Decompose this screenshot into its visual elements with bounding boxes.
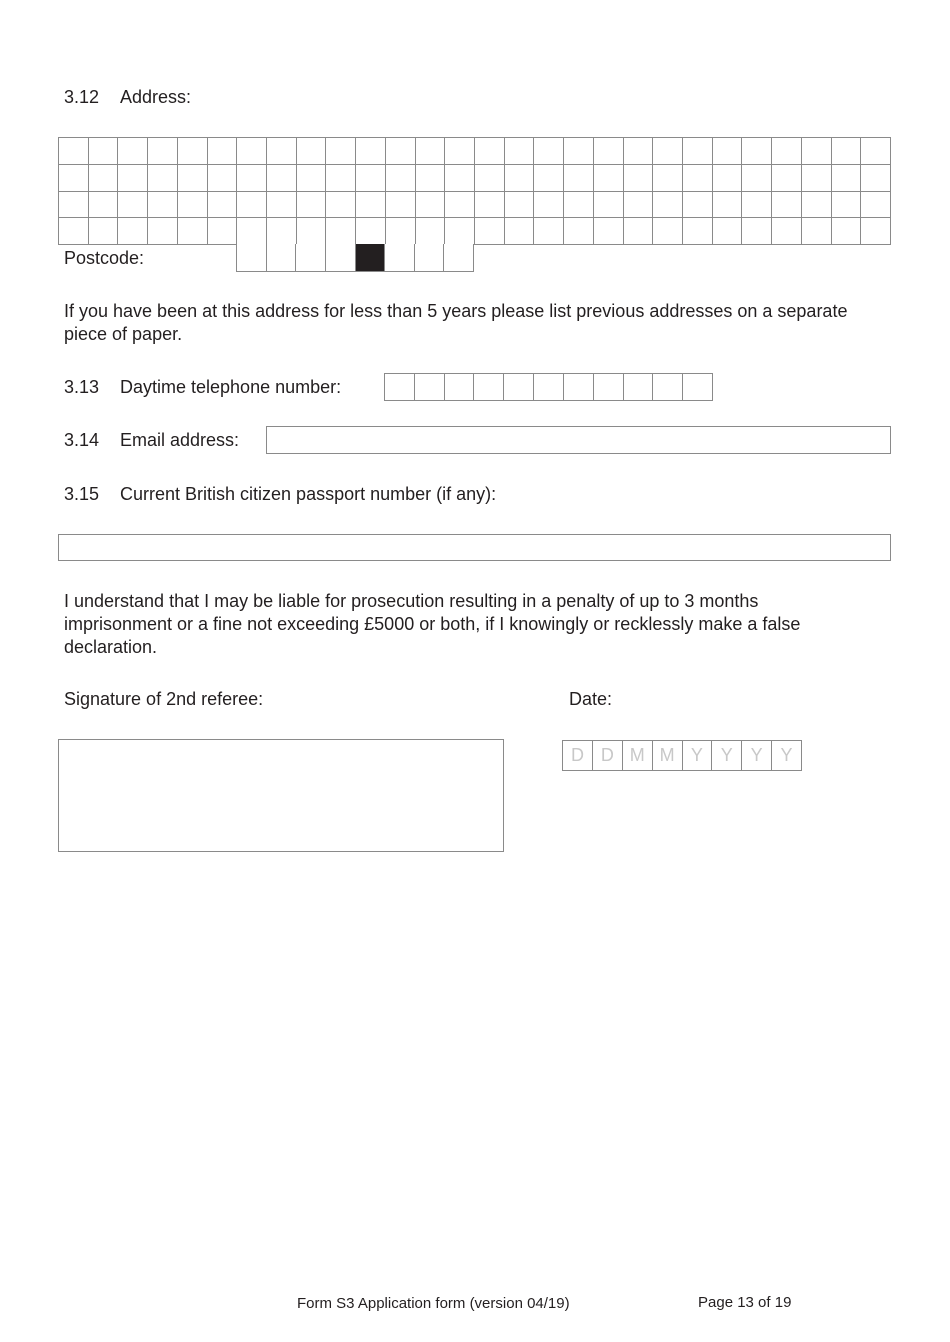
address-cell[interactable] — [861, 192, 891, 219]
address-cell[interactable] — [326, 218, 356, 245]
address-cell[interactable] — [356, 218, 386, 245]
address-cell[interactable] — [356, 192, 386, 219]
address-cell[interactable] — [475, 138, 505, 165]
telephone-cell[interactable] — [624, 374, 654, 401]
address-cell[interactable] — [386, 218, 416, 245]
address-cell[interactable] — [534, 138, 564, 165]
address-cell[interactable] — [445, 218, 475, 245]
telephone-cell[interactable] — [534, 374, 564, 401]
address-cell[interactable] — [683, 138, 713, 165]
address-cell[interactable] — [861, 138, 891, 165]
address-cell[interactable] — [89, 218, 119, 245]
address-cell[interactable] — [505, 218, 535, 245]
address-cell[interactable] — [713, 138, 743, 165]
address-cell[interactable] — [505, 138, 535, 165]
address-cell[interactable] — [683, 218, 713, 245]
address-cell[interactable] — [505, 192, 535, 219]
address-cell[interactable] — [713, 192, 743, 219]
address-cell[interactable] — [802, 192, 832, 219]
date-placeholder: D — [570, 745, 584, 765]
address-cell[interactable] — [356, 138, 386, 165]
postcode-cell[interactable] — [356, 244, 386, 272]
address-cell[interactable] — [118, 165, 148, 192]
address-cell[interactable] — [59, 165, 89, 192]
telephone-cell[interactable] — [653, 374, 683, 401]
date-cell[interactable] — [683, 741, 713, 771]
date-cell[interactable] — [742, 741, 772, 771]
address-cell[interactable] — [772, 138, 802, 165]
address-cell[interactable] — [326, 165, 356, 192]
telephone-cell[interactable] — [445, 374, 475, 401]
address-cell[interactable] — [564, 218, 594, 245]
address-cell[interactable] — [297, 138, 327, 165]
address-cell[interactable] — [832, 192, 862, 219]
address-cell[interactable] — [208, 218, 238, 245]
telephone-cell[interactable] — [594, 374, 624, 401]
telephone-cell[interactable] — [683, 374, 713, 401]
postcode-cell[interactable] — [237, 244, 267, 272]
address-cell[interactable] — [59, 138, 89, 165]
address-cell[interactable] — [148, 165, 178, 192]
address-cell[interactable] — [802, 218, 832, 245]
address-cell[interactable] — [534, 218, 564, 245]
address-cell[interactable] — [683, 165, 713, 192]
address-cell[interactable] — [802, 165, 832, 192]
date-placeholder: Y — [720, 745, 733, 765]
address-cell[interactable] — [534, 165, 564, 192]
address-cell[interactable] — [475, 165, 505, 192]
address-cell[interactable] — [832, 218, 862, 245]
previous-address-note: If you have been at this address for less than 5 years please list previous addresses on a separate piece of paper. — [64, 301, 848, 344]
address-cell[interactable] — [59, 218, 89, 245]
date-cell[interactable] — [653, 741, 683, 771]
date-cell[interactable] — [593, 741, 623, 771]
address-cell[interactable] — [742, 165, 772, 192]
address-cell[interactable] — [237, 218, 267, 245]
address-cell[interactable] — [148, 218, 178, 245]
passport-number-field[interactable] — [58, 534, 891, 561]
address-cell[interactable] — [416, 138, 446, 165]
question-3-14 — [64, 429, 239, 452]
address-cell[interactable] — [89, 138, 119, 165]
address-cell[interactable] — [594, 192, 624, 219]
date-cell[interactable] — [712, 741, 742, 771]
address-cell[interactable] — [386, 165, 416, 192]
telephone-cell[interactable] — [474, 374, 504, 401]
address-cell[interactable] — [713, 165, 743, 192]
date-placeholder: Y — [780, 745, 793, 765]
address-cell[interactable] — [564, 192, 594, 219]
address-cell[interactable] — [653, 218, 683, 245]
address-cell[interactable] — [208, 192, 238, 219]
address-cell[interactable] — [653, 165, 683, 192]
address-cell[interactable] — [148, 138, 178, 165]
address-cell[interactable] — [742, 192, 772, 219]
declaration-text: I understand that I may be liable for prosecution resulting in a penalty of up to 3 months imprisonment or a fine not exceeding £5000 or both, if I knowingly or recklessly make a false declaration. — [64, 591, 801, 657]
address-cell[interactable] — [178, 165, 208, 192]
address-cell[interactable] — [594, 218, 624, 245]
address-cell[interactable] — [178, 138, 208, 165]
address-cell[interactable] — [237, 192, 267, 219]
address-cell[interactable] — [118, 138, 148, 165]
address-cell[interactable] — [772, 165, 802, 192]
telephone-cell[interactable] — [504, 374, 534, 401]
email-field[interactable] — [266, 426, 891, 454]
question-3-15 — [64, 483, 496, 506]
postcode-cell[interactable] — [296, 244, 326, 272]
address-cell[interactable] — [742, 138, 772, 165]
address-cell[interactable] — [594, 165, 624, 192]
postcode-cell[interactable] — [267, 244, 297, 272]
date-grid — [562, 740, 802, 771]
question-label: Current British citizen passport number (if any): — [120, 484, 497, 504]
question-number: 3.12 — [64, 87, 100, 107]
address-cell[interactable] — [267, 165, 297, 192]
address-cell[interactable] — [772, 218, 802, 245]
address-cell[interactable] — [505, 165, 535, 192]
postcode-label: Postcode: — [64, 248, 145, 268]
postcode-cell[interactable] — [444, 244, 474, 272]
address-cell[interactable] — [861, 218, 891, 245]
date-placeholder: M — [629, 745, 645, 765]
address-cell[interactable] — [237, 138, 267, 165]
address-cell[interactable] — [594, 138, 624, 165]
address-cell[interactable] — [59, 192, 89, 219]
address-cell[interactable] — [386, 192, 416, 219]
postcode-cell[interactable] — [415, 244, 445, 272]
address-cell[interactable] — [208, 138, 238, 165]
address-cell[interactable] — [267, 192, 297, 219]
telephone-cell[interactable] — [564, 374, 594, 401]
date-cell[interactable] — [772, 741, 802, 771]
question-label: Daytime telephone number: — [120, 377, 342, 397]
address-cell[interactable] — [683, 192, 713, 219]
question-number: 3.14 — [64, 430, 100, 450]
date-placeholder: M — [659, 745, 675, 765]
address-cell[interactable] — [445, 138, 475, 165]
address-cell[interactable] — [178, 192, 208, 219]
address-cell[interactable] — [297, 165, 327, 192]
signature-label: Signature of 2nd referee: — [64, 689, 264, 709]
date-label: Date: — [569, 689, 613, 709]
footer-page-number: Page 13 of 19 — [698, 1294, 792, 1311]
address-cell[interactable] — [89, 165, 119, 192]
address-cell[interactable] — [832, 165, 862, 192]
question-3-12 — [64, 86, 191, 109]
address-cell[interactable] — [416, 192, 446, 219]
address-cell[interactable] — [713, 218, 743, 245]
address-cell[interactable] — [208, 165, 238, 192]
question-number: 3.13 — [64, 377, 100, 397]
address-cell[interactable] — [386, 138, 416, 165]
date-cell[interactable] — [563, 741, 593, 771]
address-cell[interactable] — [802, 138, 832, 165]
address-cell[interactable] — [564, 165, 594, 192]
date-cell[interactable] — [623, 741, 653, 771]
address-cell[interactable] — [416, 165, 446, 192]
address-cell[interactable] — [772, 192, 802, 219]
address-cell[interactable] — [653, 192, 683, 219]
postcode-grid — [236, 244, 474, 272]
date-placeholder: Y — [750, 745, 763, 765]
address-cell[interactable] — [416, 218, 446, 245]
address-cell[interactable] — [118, 218, 148, 245]
address-cell[interactable] — [832, 138, 862, 165]
address-cell[interactable] — [624, 165, 654, 192]
postcode-cell[interactable] — [385, 244, 415, 272]
address-cell[interactable] — [148, 192, 178, 219]
address-cell[interactable] — [326, 138, 356, 165]
postcode-cell[interactable] — [326, 244, 356, 272]
address-cell[interactable] — [564, 138, 594, 165]
address-cell[interactable] — [118, 192, 148, 219]
address-cell[interactable] — [267, 218, 297, 245]
address-cell[interactable] — [297, 192, 327, 219]
address-cell[interactable] — [742, 218, 772, 245]
address-cell[interactable] — [475, 218, 505, 245]
telephone-cell[interactable] — [385, 374, 415, 401]
question-label: Address: — [120, 87, 192, 107]
telephone-cell[interactable] — [415, 374, 445, 401]
telephone-grid — [384, 373, 713, 401]
address-cell[interactable] — [356, 165, 386, 192]
address-cell[interactable] — [624, 138, 654, 165]
address-cell[interactable] — [653, 138, 683, 165]
address-cell[interactable] — [89, 192, 119, 219]
date-placeholder: Y — [690, 745, 703, 765]
address-cell[interactable] — [178, 218, 208, 245]
address-cell[interactable] — [861, 165, 891, 192]
footer-form-name: Form S3 Application form (version 04/19) — [297, 1295, 570, 1312]
address-cell[interactable] — [445, 192, 475, 219]
signature-box[interactable] — [58, 739, 504, 852]
question-3-13 — [64, 376, 341, 399]
date-placeholder: D — [600, 745, 614, 765]
question-number: 3.15 — [64, 484, 100, 504]
address-cell[interactable] — [267, 138, 297, 165]
address-cell[interactable] — [534, 192, 564, 219]
address-cell[interactable] — [445, 165, 475, 192]
question-label: Email address: — [120, 430, 240, 450]
address-cell[interactable] — [475, 192, 505, 219]
address-cell[interactable] — [326, 192, 356, 219]
address-cell[interactable] — [297, 218, 327, 245]
address-cell[interactable] — [624, 192, 654, 219]
address-grid — [58, 137, 891, 245]
address-cell[interactable] — [237, 165, 267, 192]
address-cell[interactable] — [624, 218, 654, 245]
